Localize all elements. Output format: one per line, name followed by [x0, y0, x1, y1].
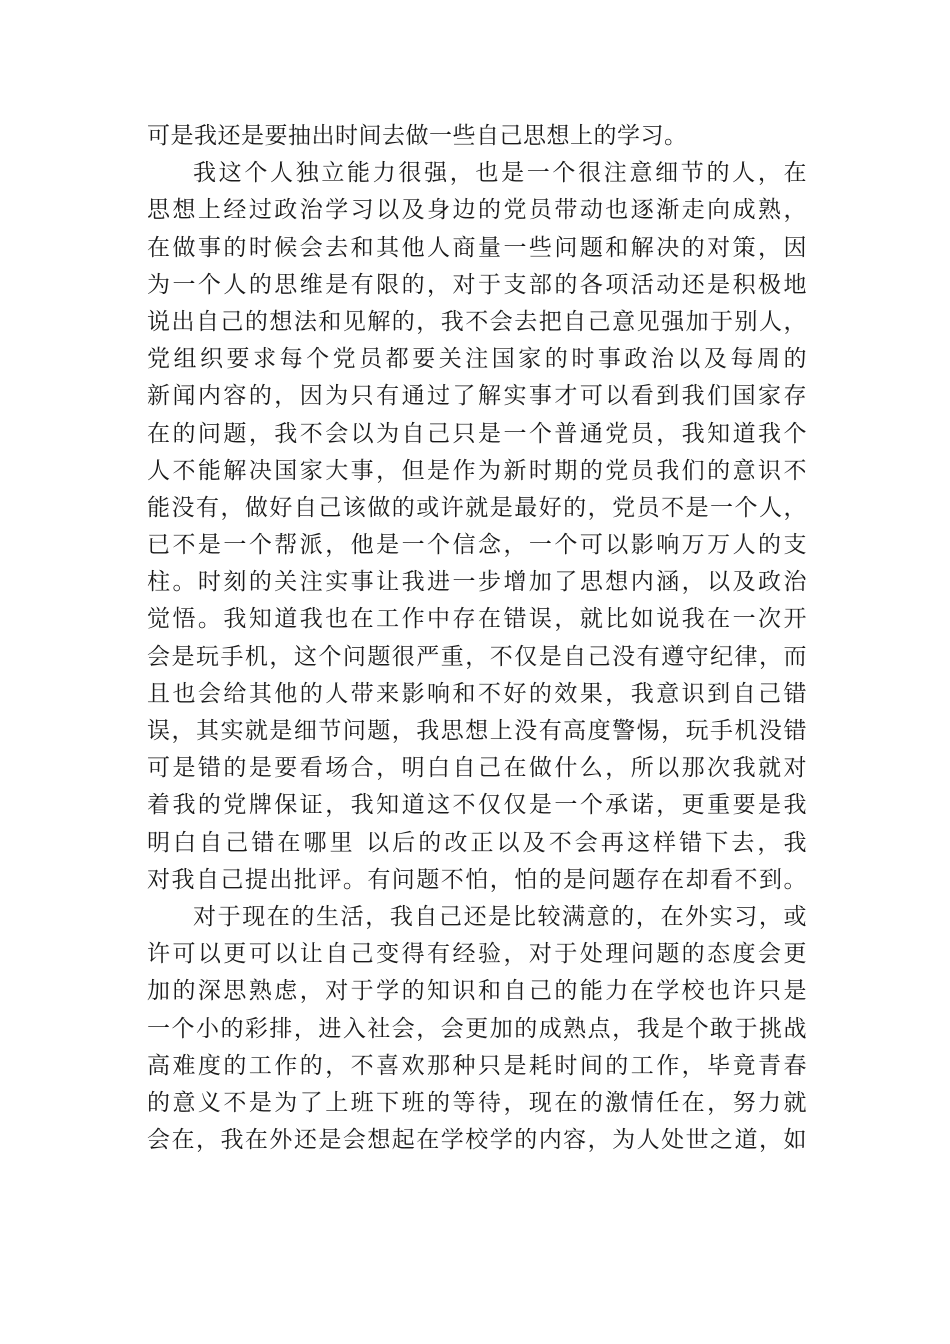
text-line: 会在，我在外还是会想起在学校学的内容，为人处世之道，如 [147, 1127, 807, 1154]
text-line: 明白自己错在哪里 以后的改正以及不会再这样错下去，我 [147, 829, 807, 856]
text-line: 说出自己的想法和见解的，我不会去把自己意见强加于别人， [147, 308, 807, 335]
text-line: 人不能解决国家大事，但是作为新时期的党员我们的意识不 [147, 457, 807, 484]
text-line: 高难度的工作的，不喜欢那种只是耗时间的工作，毕竟青春 [147, 1052, 807, 1079]
text-line: 在的问题，我不会以为自己只是一个普通党员，我知道我个 [147, 420, 807, 447]
text-line: 能没有，做好自己该做的或许就是最好的，党员不是一个人， [147, 494, 807, 521]
text-line: 对我自己提出批评。有问题不怕，怕的是问题存在却看不到。 [147, 866, 807, 893]
paragraph-first-line: 对于现在的生活，我自己还是比较满意的，在外实习，或 [193, 903, 807, 930]
text-line: 许可以更可以让自己变得有经验，对于处理问题的态度会更 [147, 941, 807, 968]
text-line: 在做事的时候会去和其他人商量一些问题和解决的对策，因 [147, 234, 807, 261]
text-line: 觉悟。我知道我也在工作中存在错误，就比如说我在一次开 [147, 606, 807, 633]
text-line: 可是错的是要看场合，明白自己在做什么，所以那次我就对 [147, 755, 807, 782]
text-line: 且也会给其他的人带来影响和不好的效果，我意识到自己错 [147, 680, 807, 707]
text-line: 党组织要求每个党员都要关注国家的时事政治以及每周的 [147, 346, 807, 373]
text-line: 会是玩手机，这个问题很严重，不仅是自己没有遵守纪律，而 [147, 643, 807, 670]
text-line: 柱。时刻的关注实事让我进一步增加了思想内涵，以及政治 [147, 569, 807, 596]
text-line: 着我的党牌保证，我知道这不仅仅是一个承诺，更重要是我 [147, 792, 807, 819]
document-body [147, 118, 807, 1159]
text-line: 一个小的彩排，进入社会，会更加的成熟点，我是个敢于挑战 [147, 1015, 807, 1042]
text-line: 加的深思熟虑，对于学的知识和自己的能力在学校也许只是 [147, 978, 807, 1005]
text-line: 新闻内容的，因为只有通过了解实事才可以看到我们国家存 [147, 383, 807, 410]
text-line: 思想上经过政治学习以及身边的党员带动也逐渐走向成熟， [147, 197, 807, 224]
text-line: 已不是一个帮派，他是一个信念，一个可以影响万万人的支 [147, 532, 807, 559]
text-line: 为一个人的思维是有限的，对于支部的各项活动还是积极地 [147, 271, 807, 298]
paragraph-first-line: 我这个人独立能力很强，也是一个很注意细节的人，在 [193, 160, 807, 187]
text-line: 可是我还是要抽出时间去做一些自己思想上的学习。 [147, 123, 688, 149]
text-line: 的意义不是为了上班下班的等待，现在的激情任在，努力就 [147, 1089, 807, 1116]
text-line: 误，其实就是细节问题，我思想上没有高度警惕，玩手机没错 [147, 718, 807, 744]
